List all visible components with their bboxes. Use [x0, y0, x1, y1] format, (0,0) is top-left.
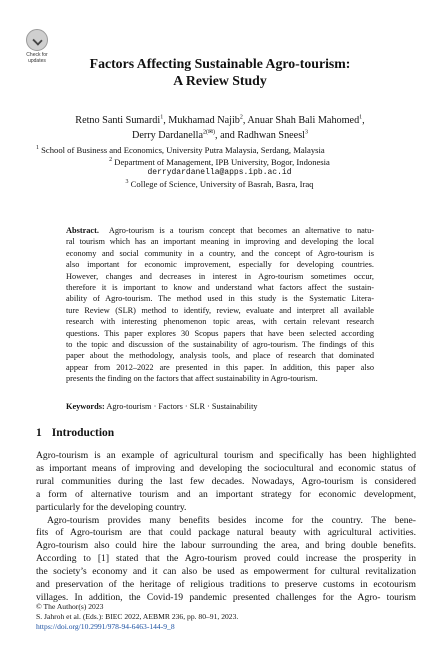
abstract-line: presents the finding on the factors that affect sustainability in Agro-tourism.: [66, 374, 318, 384]
body-line: the society’s economy and it can also be used as empowerment for cultural revitalization: [36, 566, 416, 578]
body-line: as important means of improving and developing the sociocultural and economic status of: [36, 462, 416, 474]
abstract-line: However, changes and decreases in interest in Agro-tourism sometimes occur,: [66, 271, 374, 281]
affiliation-number: 2: [109, 157, 113, 164]
update-check-icon: [26, 29, 48, 51]
body-line: particularly for the developing country.: [36, 501, 187, 513]
affiliation-text: College of Science, University of Basrah, Basra, Iraq: [130, 179, 314, 189]
abstract-line: also important for economic improvement, especially for developing countries.: [66, 260, 374, 270]
body-line: According to [1] stated that the Agro-tourism proved could increase the prosperity in: [36, 553, 416, 565]
body-line: Agro-tourism is an example of agricultural tourism and specifically has been highlighted: [36, 450, 416, 461]
abstract-line: appear from 2012–2022 are presented in this paper. In addition, this paper also: [66, 362, 374, 372]
section-heading: [36, 427, 114, 439]
affiliation-1: [36, 145, 436, 156]
author-name[interactable]: Radhwan Sneesl: [237, 130, 305, 141]
affiliation-2: [0, 157, 439, 168]
author-affiliation-mark: 1: [359, 114, 363, 121]
body-line: a form of alternative tourism and an important strategy for economic development,: [36, 488, 416, 500]
body-line: and preservation of the heritage of religious traditions to preserve customs in ecotourism: [36, 579, 416, 591]
abstract-line: to the topic and discussion of the sustainability of agro-tourism. The findings of this: [66, 340, 374, 350]
body-line: Agro-tourism provides many benefits besides income for the country. The bene-: [47, 514, 416, 526]
author-name[interactable]: Retno Santi Sumardi: [75, 115, 161, 126]
affiliation-number: 1: [36, 145, 39, 152]
author-list-line2: Derry Dardanella$^{2(✉)}$, and Radhwan Sneesl$^3$: [131, 129, 308, 141]
abstract-line: ability of Agro-tourism. The method used in this study is the Systematic Litera-: [66, 294, 374, 304]
abstract-label: Abstract.: [66, 226, 99, 235]
keywords: [66, 402, 374, 411]
abstract-line: questions. This paper explores 30 Scopus papers that have been selected according: [66, 328, 374, 338]
affiliation-text: School of Business and Economics, University Putra Malaysia, Serdang, Malaysia: [41, 145, 325, 155]
author-name[interactable]: Anuar Shah Bali Mahomed: [247, 115, 360, 126]
author-name[interactable]: Derry Dardanella: [131, 130, 203, 141]
citation-info: S. Jahroh et al. (Eds.): BIEC 2022, AEBMR 236, pp. 80–91, 2023.: [36, 612, 239, 621]
corresponding-email[interactable]: derrydardanella@apps.ipb.ac.id: [147, 168, 292, 177]
affiliation-3: [0, 179, 439, 190]
author-affiliation-mark: 1: [160, 114, 164, 121]
affiliation-text: Department of Management, IPB University, Bogor, Indonesia: [114, 157, 330, 167]
body-line: rural communities during the last few decades. Nowadays, Agro-tourism is considered: [36, 475, 416, 487]
body-line: villages. In addition, the Covid-19 pandemic presented challenges for the Agro- tourism: [36, 591, 416, 603]
body-line: fits of Agro-tourism are that could package natural beauty with agricultural activities.: [36, 527, 416, 539]
abstract-line: Agro-tourism is a tourism concept that becomes an alternative to natu-: [108, 226, 374, 235]
section-title: Introduction: [51, 427, 115, 439]
abstract: [66, 225, 374, 385]
author-affiliation-mark: 2: [239, 114, 243, 121]
author-affiliation-mark: 3: [305, 129, 308, 136]
keywords-text: Agro-tourism · Factors · SLR · Sustainability: [106, 402, 258, 411]
abstract-line: paper about the methodology, analysis tools, and place of research that dominated: [66, 351, 374, 361]
abstract-line: research with interesting phenomenon topic areas, with certain relevant research: [66, 317, 374, 327]
paper-title-line1: Factors Affecting Sustainable Agro-tourism:: [89, 56, 351, 71]
badge-label-line1: Check for: [26, 52, 48, 58]
author-list-line1: Retno Santi Sumardi$^1$, Mukhamad Najib$^2$, Anuar Shah Bali Mahomed$^1$,: [75, 114, 365, 126]
body-paragraphs: [36, 450, 416, 605]
paper-title-line2: A Review Study: [173, 73, 267, 88]
author-name[interactable]: Mukhamad Najib: [168, 115, 240, 126]
abstract-line: economy and social community in a country, and the concept of Agro-tourism is: [66, 248, 374, 258]
copyright-notice: © The Author(s) 2023: [36, 602, 104, 611]
affiliation-number: 3: [125, 179, 129, 186]
author-affiliation-mark: 2(✉): [202, 129, 216, 136]
keywords-label: Keywords:: [66, 402, 105, 411]
abstract-line: ture Review (SLR) method to identify, review, evaluate and interpret all available: [66, 305, 374, 315]
doi-link[interactable]: https://doi.org/10.2991/978-94-6463-144-9_8: [36, 622, 175, 631]
abstract-line: therefore it is important to know and understand what factors affect the sustain-: [66, 283, 374, 293]
body-line: Agro-tourism also could hire the labour surrounding the area, and bring double benefits.: [36, 540, 416, 552]
section-number: 1: [36, 427, 42, 439]
abstract-line: ral tourism which has an important meaning in improving and developing the local: [66, 237, 374, 247]
check-for-updates-badge[interactable]: [20, 29, 54, 63]
badge-label-line2: updates: [28, 58, 46, 64]
